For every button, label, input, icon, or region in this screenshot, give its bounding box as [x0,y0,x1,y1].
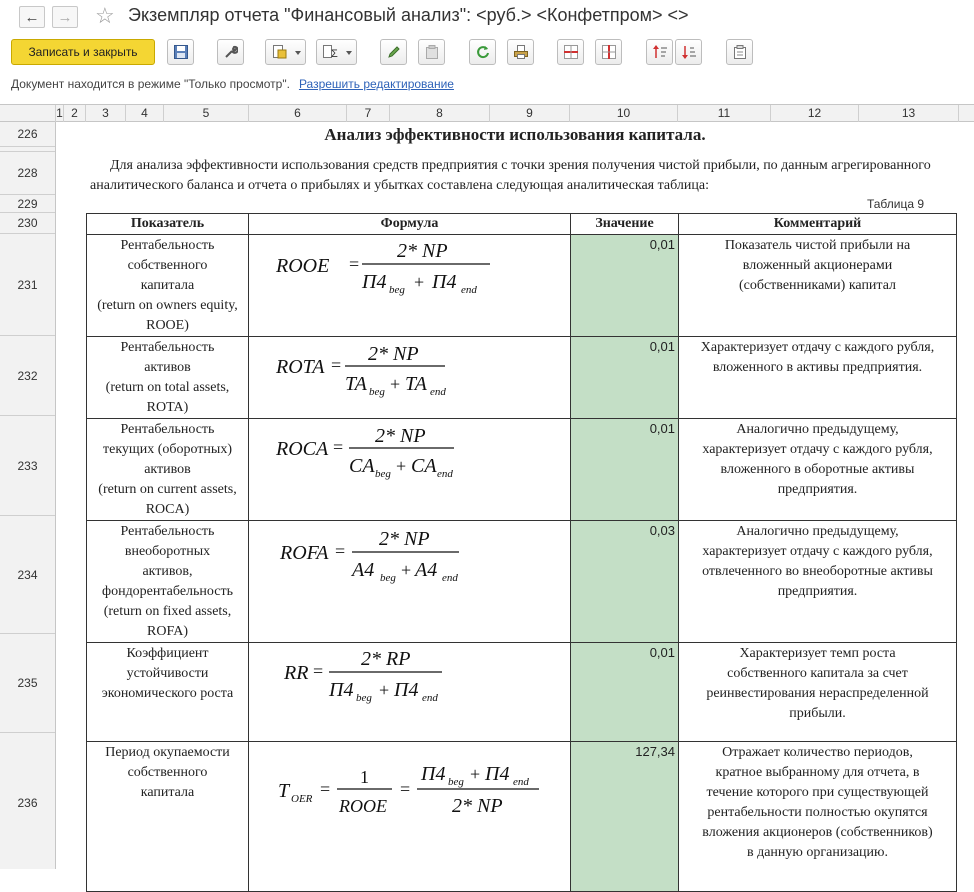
svg-text:beg: beg [356,692,372,704]
column-header[interactable]: 6 [249,105,347,122]
sort-desc-icon [682,45,696,59]
row-header[interactable]: 234 [0,516,55,634]
svg-text:OER: OER [291,793,313,805]
svg-text:2* RP: 2* RP [361,648,411,670]
column-header[interactable]: 12 [771,105,859,122]
value-cell[interactable]: 0,01 [571,419,679,521]
indicator-cell[interactable]: Период окупаемости собственного капитала [87,742,249,892]
svg-text:=: = [349,254,360,274]
svg-text:П4: П4 [432,271,457,293]
save-icon [174,45,188,59]
formula-cell[interactable] [249,643,571,742]
svg-text:beg: beg [380,572,396,584]
print-preview-icon [514,45,528,59]
svg-text:А4: А4 [352,559,375,581]
svg-text:2* NP: 2* NP [368,343,419,365]
svg-text:+: + [401,560,412,580]
view-mode-text: Документ находится в режиме "Только просмотр". [11,77,290,91]
sort-descending-button[interactable] [675,39,702,65]
split-columns-button[interactable] [595,39,622,65]
svg-text:=: = [335,541,346,561]
column-header[interactable]: 9 [490,105,570,122]
sum-dropdown-button[interactable] [316,39,357,65]
header-comment: Комментарий [679,214,957,235]
header-formula: Формула [249,214,571,235]
svg-text:ROFA: ROFA [280,542,329,564]
table-row [87,337,957,419]
analysis-table [86,213,957,892]
svg-text:TA: TA [405,373,427,395]
svg-text:+: + [470,764,481,784]
column-header[interactable]: 8 [390,105,490,122]
print-preview-button[interactable] [507,39,534,65]
indicator-cell[interactable]: Коэффициент устойчивости экономического роста [87,643,249,742]
svg-text:+: + [414,272,425,292]
svg-text:ROOE: ROOE [276,255,330,277]
formula-cell[interactable] [249,337,571,419]
row-header[interactable]: 232 [0,336,55,416]
clipboard-icon [733,45,747,59]
refresh-icon [476,45,490,59]
svg-text:end: end [513,776,529,788]
svg-text:=: = [333,437,344,457]
svg-text:=: = [331,355,342,375]
svg-text:А4: А4 [415,559,438,581]
edit-button[interactable] [380,39,407,65]
svg-text:П4: П4 [485,763,510,785]
formula-rofa [249,521,569,637]
formula-cell[interactable] [249,419,571,521]
value-cell[interactable]: 127,34 [571,742,679,892]
column-header[interactable]: 10 [570,105,678,122]
column-header[interactable]: 11 [678,105,771,122]
header-indicator: Показатель [87,214,249,235]
comment-cell[interactable]: Аналогично предыдущему, характеризует отдачу с каждого рубля, отвлеченного во внеоборотные активы предприятия. [679,521,957,643]
svg-text:2* NP: 2* NP [452,795,503,817]
favorite-star-icon[interactable]: ☆ [95,3,115,28]
svg-text:T: T [278,780,290,802]
variants-dropdown-button[interactable] [265,39,306,65]
value-cell[interactable]: 0,01 [571,643,679,742]
table-row [87,521,957,643]
svg-text:CA: CA [411,455,437,477]
table-row [87,235,957,337]
report-intro: Для анализа эффективности использования средств предприятия с точки зрения получения чистой прибыли, по данным агрегированного аналитического баланса и отчета о прибылях и убытках составлена следующая аналитическая таблица: [90,158,931,193]
svg-text:П4: П4 [421,763,446,785]
report-title: Анализ эффективности использования капитала. [324,125,706,144]
row-header[interactable]: 235 [0,634,55,733]
svg-text:ROOE: ROOE [339,796,387,816]
row-header-bar [0,122,56,869]
table-row [87,419,957,521]
svg-text:П4: П4 [394,679,419,701]
indicator-cell[interactable]: Рентабельность текущих (оборотных) активов (return on current assets, ROCA) [87,419,249,521]
row-header[interactable]: 230 [0,213,55,234]
svg-text:Σ: Σ [331,48,338,59]
table-row [87,742,957,892]
row-header[interactable]: 236 [17,796,38,810]
svg-text:ROCA: ROCA [276,438,329,460]
table-row [87,643,957,742]
window-title: Экземпляр отчета "Финансовый анализ": <руб.> <Конфетпром> <> [128,5,689,25]
back-button[interactable] [19,6,45,28]
svg-text:2* NP: 2* NP [379,528,430,550]
formula-toer [249,742,569,890]
svg-text:end: end [437,468,453,480]
svg-text:RR: RR [284,662,309,684]
formula-cell[interactable] [249,235,571,337]
merge-rows-icon [564,45,578,59]
svg-text:end: end [430,386,446,398]
svg-text:CA: CA [349,455,375,477]
row-header[interactable]: 231 [0,234,55,336]
comment-cell[interactable]: Отражает количество периодов, кратное выбранному для отчета, в течение которого при существующей рентабельности полностью окупятся вложения акционеров (собственников) в данную организацию. [679,742,957,892]
svg-text:end: end [442,572,458,584]
formula-rota [249,337,569,415]
svg-text:+: + [396,456,407,476]
svg-text:end: end [422,692,438,704]
value-cell[interactable]: 0,03 [571,521,679,643]
clipboard-grey-icon [425,45,439,59]
comment-cell[interactable]: Показатель чистой прибыли на вложенный акционерами (собственниками) капитал [679,235,957,337]
allow-editing-link[interactable]: Разрешить редактирование [298,77,454,91]
svg-text:=: = [400,779,411,799]
column-header[interactable]: 3 [86,105,126,122]
svg-text:beg: beg [369,386,385,398]
table-header-row [87,214,957,235]
save-and-close-button[interactable]: Записать и закрыть [11,39,155,65]
sum-icon [323,45,339,59]
comment-cell[interactable]: Аналогично предыдущему, характеризует отдачу с каждого рубля, вложенного в оборотные активы предприятия. [679,419,957,521]
svg-text:=: = [313,661,324,681]
row-header[interactable]: 226 [0,122,55,147]
svg-text:2* NP: 2* NP [375,425,426,447]
formula-cell[interactable] [249,742,571,892]
settings-button[interactable] [217,39,244,65]
indicator-cell[interactable]: Рентабельность внеоборотных активов, фондорентабельность (return on fixed assets, ROFA) [87,521,249,643]
sort-asc-icon [653,45,667,59]
view-mode-notice [11,77,454,91]
formula-roca [249,419,569,517]
split-columns-icon [602,45,616,59]
merge-rows-button[interactable] [557,39,584,65]
svg-text:TA: TA [345,373,367,395]
column-header-bar [0,104,974,122]
forward-arrow-icon: → [57,9,73,26]
value-cell[interactable]: 0,01 [571,235,679,337]
svg-text:+: + [390,374,401,394]
refresh-button[interactable] [469,39,496,65]
clipboard-button[interactable] [726,39,753,65]
clipboard-grey-button [418,39,445,65]
formula-rr [249,643,569,740]
comment-cell[interactable]: Характеризует темп роста собственного капитала за счет реинвестирования нераспределенной прибыли. [679,643,957,742]
svg-text:end: end [461,284,477,296]
indicator-cell[interactable]: Рентабельность активов (return on total assets, ROTA) [87,337,249,419]
formula-cell[interactable] [249,521,571,643]
svg-text:beg: beg [375,468,391,480]
svg-text:ROTA: ROTA [276,356,325,378]
indicator-cell[interactable]: Рентабельность собственного капитала (return on owners equity, ROOE) [87,235,249,337]
forward-button[interactable] [52,6,78,28]
formula-rooe [249,235,569,335]
column-header[interactable]: 1 [56,106,63,120]
column-header[interactable]: 7 [347,105,390,122]
settings-wrench-icon [224,45,238,59]
svg-text:2* NP: 2* NP [397,240,448,262]
svg-text:=: = [320,779,331,799]
svg-text:+: + [379,680,390,700]
column-header[interactable]: 13 [859,105,959,122]
column-header[interactable]: 5 [164,105,249,122]
row-header[interactable]: 228 [0,152,55,195]
comment-cell[interactable]: Характеризует отдачу с каждого рубля, вложенного в активы предприятия. [679,337,957,419]
svg-text:beg: beg [389,284,405,296]
edit-pencil-icon [387,45,401,59]
svg-text:П4: П4 [362,271,387,293]
sort-ascending-button[interactable] [646,39,673,65]
back-arrow-icon: ← [24,9,40,26]
svg-text:П4: П4 [329,679,354,701]
variants-icon [273,45,287,59]
table-number: Таблица 9 [866,197,924,211]
row-header[interactable]: 233 [0,416,55,516]
column-header[interactable]: 4 [126,105,164,122]
svg-text:1: 1 [360,767,369,787]
svg-text:beg: beg [448,776,464,788]
save-button[interactable] [167,39,194,65]
header-value: Значение [571,214,679,235]
corner-cell [0,105,56,122]
column-header[interactable]: 2 [64,105,86,122]
row-header[interactable]: 229 [0,195,55,213]
value-cell[interactable]: 0,01 [571,337,679,419]
